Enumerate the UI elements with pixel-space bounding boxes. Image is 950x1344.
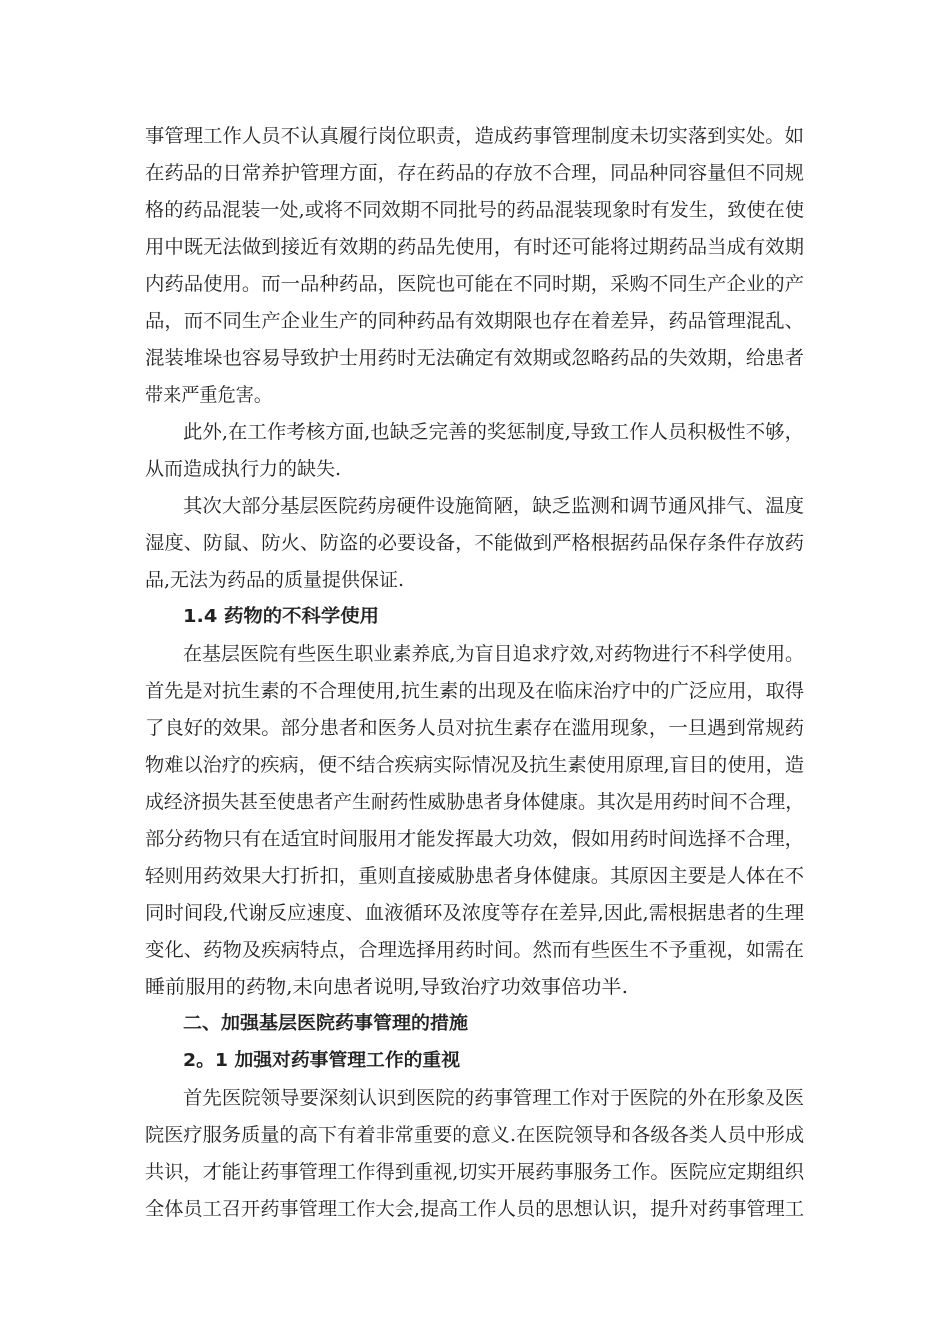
text-line xyxy=(0,229,950,265)
text-line xyxy=(0,895,950,931)
heading-text: 1.4 药物的不科学使用 xyxy=(183,606,380,627)
line-text: 用中既无法做到接近有效期的药品先使用，有时还可能将过期药品当成有效期 xyxy=(145,236,805,258)
line-text: 全体员工召开药事管理工作大会,提高工作人员的思想认识，提升对药事管理工 xyxy=(145,1198,805,1220)
line-text: 了良好的效果。部分患者和医务人员对抗生素存在滥用现象，一旦遇到常规药 xyxy=(145,717,805,739)
text-line xyxy=(0,636,950,672)
text-line xyxy=(0,932,950,968)
line-text: 湿度、防鼠、防火、防盗的必要设备，不能做到严格根据药品保存条件存放药 xyxy=(145,532,805,554)
text-line xyxy=(0,451,950,487)
line-text: 事管理工作人员不认真履行岗位职责，造成药事管理制度未切实落到实处。如 xyxy=(145,125,805,147)
text-line xyxy=(0,414,950,450)
line-text: 同时间段,代谢反应速度、血液循环及浓度等存在差异,因此,需根据患者的生理 xyxy=(145,902,804,924)
text-line xyxy=(0,118,950,154)
line-text: 共识，才能让药事管理工作得到重视,切实开展药事服务工作。医院应定期组织 xyxy=(145,1161,805,1183)
line-text: 首先是对抗生素的不合理使用,抗生素的出现及在临床治疗中的广泛应用，取得 xyxy=(145,680,805,702)
text-line xyxy=(0,747,950,783)
line-text: 格的药品混装一处,或将不同效期不同批号的药品混装现象时有发生，致使在使 xyxy=(145,199,805,221)
text-line xyxy=(0,488,950,524)
line-text: 其次大部分基层医院药房硬件设施简陋，缺乏监测和调节通风排气、温度 xyxy=(183,495,805,517)
line-text: 轻则用药效果大打折扣，重则直接威胁患者身体健康。其原因主要是人体在不 xyxy=(145,865,805,887)
line-text: 变化、药物及疾病特点，合理选择用药时间。然而有些医生不予重视，如需在 xyxy=(145,939,805,961)
section-heading xyxy=(0,1043,950,1079)
line-text: 从而造成执行力的缺失. xyxy=(145,458,342,480)
line-text: 品,无法为药品的质量提供保证. xyxy=(145,569,404,591)
line-text: 首先医院领导要深刻认识到医院的药事管理工作对于医院的外在形象及医 xyxy=(183,1087,805,1109)
text-line xyxy=(0,1117,950,1153)
line-text: 部分药物只有在适宜时间服用才能发挥最大功效，假如用药时间选择不合理， xyxy=(145,828,805,850)
line-text: 在药品的日常养护管理方面，存在药品的存放不合理，同品种同容量但不同规 xyxy=(145,162,805,184)
line-text: 睡前服用的药物,未向患者说明,导致治疗功效事倍功半. xyxy=(145,976,628,998)
text-line xyxy=(0,562,950,598)
line-text: 物难以治疗的疾病，便不结合疾病实际情况及抗生素使用原理,盲目的使用，造 xyxy=(145,754,805,776)
text-line xyxy=(0,821,950,857)
text-line xyxy=(0,784,950,820)
text-line xyxy=(0,303,950,339)
text-line xyxy=(0,377,950,413)
heading-text: 二、加强基层医院药事管理的措施 xyxy=(183,1013,469,1034)
text-line xyxy=(0,1191,950,1227)
line-text: 品，而不同生产企业生产的同种药品有效期限也存在着差异，药品管理混乱、 xyxy=(145,310,805,332)
text-line xyxy=(0,192,950,228)
line-text: 此外,在工作考核方面,也缺乏完善的奖惩制度,导致工作人员积极性不够， xyxy=(183,421,805,443)
text-line xyxy=(0,525,950,561)
text-line xyxy=(0,673,950,709)
heading-text: 2。1 加强对药事管理工作的重视 xyxy=(183,1050,461,1071)
text-line xyxy=(0,710,950,746)
text-line xyxy=(0,1154,950,1190)
line-text: 内药品使用。而一品种药品，医院也可能在不同时期，采购不同生产企业的产 xyxy=(145,273,805,295)
line-text: 在基层医院有些医生职业素养底,为盲目追求疗效,对药物进行不科学使用。 xyxy=(183,643,805,665)
text-line xyxy=(0,340,950,376)
line-text: 院医疗服务质量的高下有着非常重要的意义.在医院领导和各级各类人员中形成 xyxy=(145,1124,805,1146)
text-line xyxy=(0,266,950,302)
line-text: 带来严重危害。 xyxy=(145,384,273,406)
text-line xyxy=(0,858,950,894)
text-line xyxy=(0,969,950,1005)
text-line xyxy=(0,155,950,191)
text-line xyxy=(0,1080,950,1116)
line-text: 成经济损失甚至使患者产生耐药性威胁患者身体健康。其次是用药时间不合理， xyxy=(145,791,805,813)
line-text: 混装堆垛也容易导致护士用药时无法确定有效期或忽略药品的失效期，给患者 xyxy=(145,347,805,369)
section-heading xyxy=(0,599,950,635)
section-heading xyxy=(0,1006,950,1042)
